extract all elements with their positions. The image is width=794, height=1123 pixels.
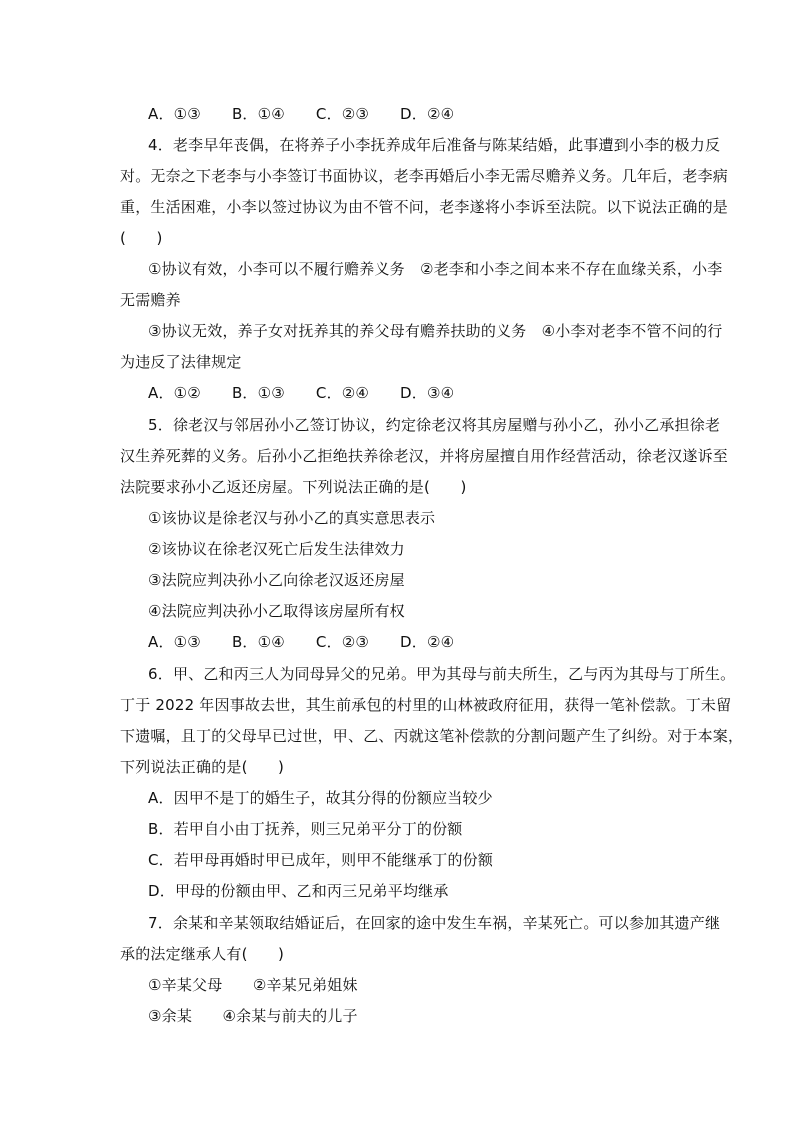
q5-statement-1: ①该协议是徐老汉与孙小乙的真实意思表示 (148, 509, 436, 527)
q6-stem-line-3: 下遗嘱，且丁的父母早已过世，甲、乙、丙就这笔补偿款的分割问题产生了纠纷。对于本案， (120, 727, 744, 745)
q4-stem-line-2: 对。无奈之下老李与小李签订书面协议，老李再婚后小李无需尽赡养义务。几年后，老李病 (120, 167, 729, 185)
q4-option-a: A．①② (148, 384, 201, 402)
q3-option-d: D．②④ (400, 105, 455, 123)
q5-stem-line-1: 5．徐老汉与邻居孙小乙签订协议，约定徐老汉将其房屋赠与孙小乙，孙小乙承担徐老 (148, 416, 721, 434)
q3-option-a: A．①③ (148, 105, 201, 123)
q4-stem-line-3: 重，生活困难，小李以签过协议为由不管不问，老李遂将小李诉至法院。以下说法正确的是 (120, 198, 729, 216)
q7-stem-line-1: 7．余某和辛某领取结婚证后，在回家的途中发生车祸，辛某死亡。可以参加其遗产继 (148, 914, 721, 932)
q3-option-b: B．①④ (231, 105, 285, 123)
q6-choice-a: A．因甲不是丁的婚生子，故其分得的份额应当较少 (148, 789, 493, 807)
q4-statement-line-1: ①协议有效，小李可以不履行赡养义务 ②老李和小李之间本来不存在血缘关系，小李 (148, 260, 723, 278)
q7-stem-line-2: 承的法定继承人有( ) (120, 945, 285, 963)
q7-statement-line-1: ①辛某父母 ②辛某兄弟姐妹 (148, 976, 358, 994)
q5-statement-2: ②该协议在徐老汉死亡后发生法律效力 (148, 540, 405, 558)
q5-statement-3: ③法院应判决孙小乙向徐老汉返还房屋 (148, 571, 405, 589)
q5-option-c: C．②③ (315, 633, 370, 651)
q6-stem-line-4: 下列说法正确的是( ) (120, 758, 285, 776)
q5-option-d: D．②④ (400, 633, 455, 651)
q5-stem-line-3: 法院要求孙小乙返还房屋。下列说法正确的是( ) (120, 478, 467, 496)
q4-stem-line-4: ( ) (120, 229, 163, 247)
q6-choice-b: B．若甲自小由丁抚养，则三兄弟平分丁的份额 (148, 820, 463, 838)
q3-options (148, 104, 454, 124)
q4-statement-line-2: 无需赡养 (120, 291, 181, 309)
q5-options (148, 632, 454, 652)
q6-choice-d: D．甲母的份额由甲、乙和丙三兄弟平均继承 (148, 882, 449, 900)
q5-stem-line-2: 汉生养死葬的义务。后孙小乙拒绝扶养徐老汉，并将房屋擅自用作经营活动，徐老汉遂诉至 (120, 447, 729, 465)
q4-statement-line-4: 为违反了法律规定 (120, 353, 242, 371)
q4-option-d: D．③④ (400, 384, 455, 402)
q4-option-c: C．②④ (315, 384, 370, 402)
q4-option-b: B．①③ (231, 384, 285, 402)
q6-choice-c: C．若甲母再婚时甲已成年，则甲不能继承丁的份额 (148, 851, 494, 869)
q5-option-b: B．①④ (231, 633, 285, 651)
q3-option-c: C．②③ (315, 105, 370, 123)
q6-stem-line-1: 6．甲、乙和丙三人为同母异父的兄弟。甲为其母与前夫所生，乙与丙为其母与丁所生。 (148, 665, 736, 683)
q4-options (148, 383, 454, 403)
q5-statement-4: ④法院应判决孙小乙取得该房屋所有权 (148, 602, 405, 620)
q4-statement-line-3: ③协议无效，养子女对抚养其的养父母有赡养扶助的义务 ④小李对老李不管不问的行 (148, 322, 723, 340)
q5-option-a: A．①③ (148, 633, 201, 651)
q7-statement-line-2: ③余某 ④余某与前夫的儿子 (148, 1007, 358, 1025)
q4-stem-line-1: 4．老李早年丧偶，在将养子小李抚养成年后准备与陈某结婚，此事遭到小李的极力反 (148, 136, 721, 154)
q6-stem-line-2: 丁于 2022 年因事故去世，其生前承包的村里的山林被政府征用，获得一笔补偿款。丁未留 (120, 696, 732, 714)
